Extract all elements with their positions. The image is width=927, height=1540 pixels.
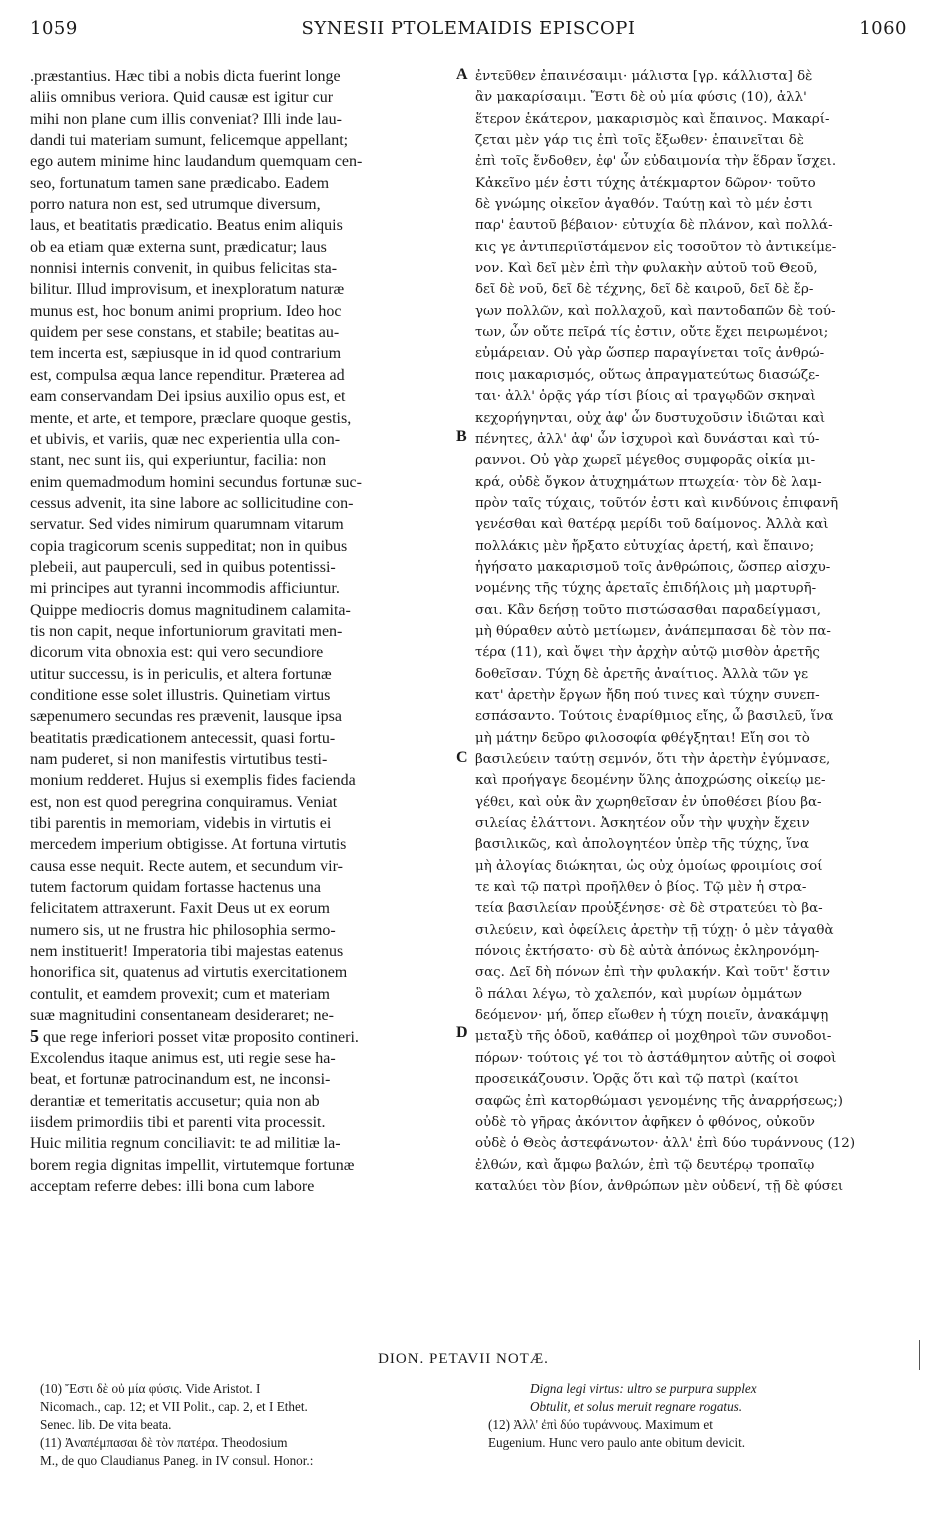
greek-text-line: ἐπὶ τοῖς ἔνδοθεν, ἐφ' ὧν εὐδαιμονία τὴν ἕδραν ἴσχει. [475,154,837,170]
greek-text-line: σαι. Κἂν δεήσῃ τοῦτο πιστώσασθαι παραδείγμασι, [475,602,822,618]
margin-marker-a: A [456,66,468,83]
greek-text-line: πρὸν ταῖς τύχαις, τοῦτόν ἐστι καὶ κινδύνοις ἐπιφανῆ [475,495,839,511]
greek-column [475,66,907,1197]
greek-text-line: μὴ μάτην δεῦρο φιλοσοφία φθέγξηται! Εἴη σοι τὸ [475,730,810,746]
margin-marker-b: B [456,428,467,445]
greek-text-line: τεία βασιλείαν προὐξένησε· σὲ δὲ στρατεύει τὸ βα- [475,901,823,917]
latin-text-line: dicorum vita obnoxia est: qui vero secundiore [30,644,324,662]
greek-text-line: γέθει, καὶ οὐκ ἂν χωρηθεῖσαν ἐν ὑποθέσει βίου βα- [475,794,822,810]
left-page-number: 1059 [30,18,78,39]
running-title: SYNESII PTOLEMAIDIS EPISCOPI [301,18,636,39]
greek-text-line: προσεικάζουσιν. Ὁρᾷς ὅτι καὶ τῷ πατρὶ (καίτοι [475,1072,799,1088]
latin-text-line: ego autem minime hinc laudandum quemquam cen- [30,153,363,171]
margin-marker-d: D [456,1024,468,1041]
greek-text-line: μεταξὺ τῆς ὁδοῦ, καθάπερ οἱ μοχθηροὶ τῶν συνοδοι- [475,1029,832,1045]
greek-text-line: παρ' ἑαυτοῦ βέβαιον· εὐτυχία δὲ πλάνον, καὶ πολλά- [475,218,833,234]
greek-text-line: νομένης τῆς τύχης ἀρεταῖς ἐπιδήλοις μὴ μαρτυρῆ- [475,581,817,597]
greek-text-line: νον. Καὶ δεῖ μὲν ἐπὶ τὴν φυλακὴν αὐτοῦ τοῦ Θεοῦ, [475,261,818,277]
latin-text-line: eam conservandam Dei ipsius auxilio opus est, et [30,388,346,406]
greek-text-line: μὴ ἀλογίας διώκηται, ὡς οὐχ ὁμοίως φροιμίοις σοί [475,858,823,874]
section-number: 5 [30,1026,39,1047]
latin-text-line: bilitur. Illud improvisum, et inexploratum naturæ [30,281,345,299]
margin-marker-c: C [456,749,468,766]
latin-text-line [30,1026,470,1047]
greek-text-line: ὃ πάλαι λέγω, τὸ χαλεπόν, καὶ μυρίων ὀμμάτων [475,986,803,1002]
latin-text-line: enim quemadmodum homini secundus fortunæ suc- [30,473,362,491]
latin-text-line: copia tragicorum scenis suppeditat; non in quibus [30,537,348,555]
margin-rule [919,1340,920,1370]
greek-text-line: ἐντεῦθεν ἐπαινέσαιμι· μάλιστα [γρ. κάλλιστα] δὲ [475,69,813,84]
latin-text-line: nam puderet, si non manifestis virtutibus testi- [30,751,328,768]
latin-text-line: porro natura non est, sed utrumque diversum, [30,196,321,214]
greek-text-line: τε καὶ τῷ πατρὶ προῆλθεν ὁ βίος. Τῷ μὲν ἡ στρα- [475,880,807,896]
latin-text-line: mercedem imperium obtigisse. At fortuna virtutis [30,836,347,854]
greek-text-line: ἡγήσατο μακαρισμοῦ τοῖς ἀνθρώποις, ὥσπερ αἰσχυ- [475,559,831,575]
latin-text-line: stant, nec sunt iis, qui experiuntur, facilia: non [30,452,327,470]
greek-text-line: κεχορήγηνται, οὐχ ἀφ' ὧν δυστυχοῦσιν ἰδιῶται καὶ [475,410,826,426]
greek-text-line: ἂν μακαρίσαιμι. Ἔστι δὲ οὐ μία φύσις (10), ἀλλ' [475,90,807,106]
greek-text-line: ἕτερον ἑκάτερον, μακαρισμὸς καὶ ἔπαινος. Μακαρί- [475,111,830,127]
latin-text-line: dandi tui materiam sumunt, felicemque appellant; [30,132,349,150]
latin-text-line: quidem per sese constans, et stabile; beatitas au- [30,324,340,342]
latin-text-line: Excolendus itaque animus est, uti regie sese ha- [30,1049,336,1067]
greek-text-line: εσπάσαντο. Τούτοις ἐναρίθμιος εἴης, ὦ βασιλεῦ, ἵνα [475,709,834,725]
note-line: (12) Ἀλλ' ἐπὶ δύο τυράννους. Maximum et [488,1417,713,1432]
greek-text-line: οὐδὲ τὸ γῆρας ἀκόνιτον ἀφῆκεν ὁ φθόνος, οὐκοῦν [475,1114,815,1130]
quoted-verse-line: Obtulit, et solus meruit regnare rogatus. [530,1399,743,1414]
latin-text-line: monium redderet. Hujus si exemplis fides facienda [30,772,356,790]
latin-text-line: Quippe mediocris domus magnitudinem calamita- [30,601,351,619]
latin-text-line: laus, et beatitatis prædicatio. Beatus enim aliquis [30,217,343,235]
greek-text-line: καταλύει τὸν βίον, ἀνθρώπων μὲν οὐδενί, τῇ δὲ φύσει [475,1178,844,1194]
latin-text-line: est, non est quod peregrina conquiramus. Veniat [30,793,338,811]
latin-text-line: nonnisi internis convenit, in quibus felicitas sta- [30,260,338,278]
note-line: Senec. lib. De vita beata. [40,1417,172,1432]
notes-left-column [40,1380,470,1470]
greek-text-line: ζεται μὲν γάρ τις ἐπὶ τοῖς ἔξωθεν· ἐπαινεῖται δὲ [475,133,804,149]
latin-text-line: contulit, et eamdem provexit; cum et materiam [30,985,330,1003]
right-page-number: 1060 [859,18,907,39]
latin-text-line: servatur. Sed vides nimirum quarumnam vitarum [30,516,344,534]
greek-text-line: βασιλεύειν ταύτῃ σεμνόν, ὅτι τὴν ἀρετὴν ἐγύμνασε, [475,752,831,767]
quoted-verse-line: Digna legi virtus: ultro se purpura supplex [530,1381,757,1396]
greek-text-line: σιλεύειν, καὶ ὀφείλεις ἀρετὴν τῇ τύχῃ· ὁ μὲν τἀγαθὰ [475,922,834,938]
greek-text-line: ποις μακαρισμός, οὕτως ἀπραγματεύτως διασώζε- [475,367,820,383]
page-header [30,6,907,46]
greek-text-line: σας. Δεῖ δὴ πόνων ἐπὶ τὴν φυλακήν. Καὶ τοῦτ' ἔστιν [475,965,831,981]
greek-text-line: ται· ἀλλ' ὁρᾷς γάρ τίσι βίοις αἱ τραγῳδῶν σκηναὶ [475,389,816,405]
greek-text-line: σαφῶς ἐπὶ κατορθώμασι γενομένης τῆς ἀναρρήσεως;) [475,1093,843,1109]
latin-text-line: mihi non plane cum illis conveniat? Illi inde lau- [30,110,342,128]
latin-text-line: tutem factorum quidam fortasse hactenus una [30,879,322,897]
greek-text-line: οὐδὲ ὁ Θεὸς ἀστεφάνωτον· ἀλλ' ἐπὶ δύο τυράννους (12) [475,1136,856,1152]
latin-text-line: nem instituerit! Imperatoria tibi majestas eatenus [30,943,344,961]
latin-text-line: beat, et fortunæ patrocinandum est, ne inconsi- [30,1071,331,1089]
greek-text-line: πένητες, ἀλλ' ἀφ' ὧν ἰσχυροὶ καὶ δυνάσται καὶ τύ- [475,431,820,447]
greek-text-line: σιλείας ἐλάττονι. Ἀσκητέον οὖν τὴν ψυχὴν ἔχειν [475,816,810,832]
latin-text-line: causa esse nequit. Recte autem, et secundum vir- [30,857,343,875]
latin-text-line: tibi parentis in memoriam, videbis in virtutis ei [30,815,332,833]
latin-text-line: cessus advenit, ita sine labore ac sollicitudine con- [30,494,354,512]
greek-text-line: βασιλικῶς, καὶ ἀπολογητέον ὑπὲρ τῆς τύχης, ἵνα [475,837,809,853]
latin-text-line: mi principes aut tyranni incommodis afficiuntur. [30,580,340,598]
greek-text-line: τέρα (11), καὶ ὄψει τὴν ἀρχὴν αὐτῷ μισθὸν ἀρετῆς [475,645,820,661]
latin-text-line: numero sis, ut ne frustra hic philosophia sermo- [30,921,336,939]
latin-text-line: sæpenumero secundas res prævenit, lausque ipsa [30,708,342,726]
latin-text-line: tis non capit, neque infortuniorum gravitati men- [30,622,343,640]
note-line: (11) Ἀναπέμπασαι δὲ τὸν πατέρα. Theodosium [40,1435,288,1450]
greek-text-line: μὴ θύραθεν αὐτὸ μετίωμεν, ἀνάπεμπασαι δὲ τὸν πα- [475,623,831,639]
latin-text-line: plebeii, aut pauperculi, sed in quibus potentissi- [30,558,336,576]
latin-text-line: munus est, hoc bonum animi proprium. Ideo hoc [30,302,342,320]
latin-text-line: mente, et arte, et tempore, præclare quoque gestis, [30,409,352,427]
latin-text-line: felicitatem attraxerunt. Faxit Deus ut ex eorum [30,900,330,918]
latin-text-line: beatitatis prædicationem antecessit, quasi fortu- [30,729,336,747]
greek-text-line: γων πολλῶν, καὶ πολλαχοῦ, καὶ παντοδαπῶν δὲ τού- [475,303,836,319]
greek-text-line: δοθεῖσαν. Τύχη δὲ ἀρετῆς ἀναίτιος. Ἀλλὰ τῶν γε [475,666,809,682]
greek-text-line: των, ὧν οὔτε πεῖρά τίς ἐστιν, οὔτε ἔχει πειρωμένοι; [475,325,829,341]
latin-text-line: derantiæ et temeritatis accusetur; quia non ab [30,1092,320,1110]
latin-text-line: iisdem primordiis tibi et parenti vita processit. [30,1113,326,1131]
notes-title: DION. PETAVII NOTÆ. [378,1351,549,1367]
note-line: Eugenium. Hunc vero paulo ante obitum devicit. [488,1435,746,1450]
note-line: (10) Ἔστι δὲ οὐ μία φύσις. Vide Aristot. I [40,1381,261,1396]
greek-text-line: καὶ προήγαγε δεομένην ὕλης ἀποχρώσης οἰκείῳ με- [475,773,826,789]
greek-text-line: ἐλθών, καὶ ἄμφω βαλών, ἐπὶ τῷ δευτέρῳ τροπαῖῳ [475,1157,815,1173]
greek-text-line: δεόμενον· μή, ὅπερ εἴωθεν ἡ τύχη ποιεῖν, ἀνακάμψῃ [475,1008,829,1024]
latin-text-line: conditione esse solet illustris. Quinetiam virtus [30,686,331,704]
greek-text-line: γενέσθαι καὶ θατέρᾳ μερίδι τοῦ δαίμονος. Ἀλλὰ καὶ [475,517,829,533]
note-line: M., de quo Claudianus Paneg. in IV consul. Honor.: [40,1453,314,1468]
greek-text-line: δὲ γνώμης οἰκεῖον ἀγαθόν. Ταύτῃ καὶ τὸ μέν ἐστι [475,197,813,213]
latin-text-line: suæ magnitudini consentaneam desideraret; ne- [30,1007,334,1025]
greek-text-line: δεῖ δὲ νοῦ, δεῖ δὲ τέχνης, δεῖ δὲ καιροῦ, δεῖ δὲ ἔρ- [475,282,814,298]
greek-text-line: Κἀκεῖνο μέν ἐστι τύχης ἀτέκμαρτον δῶρον· τοῦτο [475,175,816,191]
latin-text-span: que rege inferiori posset vitæ proposito contineri. [43,1029,359,1047]
latin-text-line: ob ea etiam quæ externa sunt, prædicatur; laus [30,238,327,256]
greek-text-line: ραννοι. Οὐ γὰρ χωρεῖ μέγεθος συμφορᾶς οἰκία μι- [475,453,816,469]
greek-text-line: κατ' ἀρετὴν ἔργων ἤδη πού τινες καὶ τύχην συνεπ- [475,687,820,703]
latin-text-line: est, compulsa æqua lance rependitur. Præterea ad [30,366,345,384]
latin-text-line: honorifica sit, quatenus ad virtutis exercitationem [30,964,348,982]
greek-text-line: πόνοις ἐκτήσατο· σὺ δὲ αὐτὰ ἀπόνως ἐκληρονόμη- [475,944,820,960]
latin-text-line: borem regia dignitas impellit, virtutemque fortunæ [30,1156,355,1174]
latin-text-line: acceptam referre debes: illi bona cum labore [30,1177,315,1195]
greek-text-line: εὐμάρειαν. Οὐ γὰρ ὥσπερ παραγίνεται τοῖς ἀνθρώ- [475,346,825,362]
latin-text-line: utitur successu, is in periculis, et altera fortunæ [30,665,332,683]
latin-text-line: tem incerta est, sæpiusque in id quod contrarium [30,345,342,363]
note-line: Nicomach., cap. 12; et VII Polit., cap. 2, et I Ethet. [40,1399,308,1414]
greek-text-line: πολλάκις μὲν ἤρξατο εὐτυχίας ἀρετή, καὶ ἔπαινο; [475,538,815,554]
greek-text-line: κις γε ἀντιπεριϊστάμενον εἰς τοσοῦτον τὸ ἀντικείμε- [475,239,837,255]
greek-text-line: κρά, οὐδὲ ὄγκον ἀτυχημάτων πτωχεία· τὸν δὲ λαμ- [475,474,822,490]
latin-text-line: aliis omnibus veriora. Quid causæ est igitur cur [30,89,334,107]
latin-text-line: Huic militia regnum conciliavit: te ad militiæ la- [30,1135,341,1153]
latin-text-line: .præstantius. Hæc tibi a nobis dicta fuerint longe [30,68,341,85]
greek-text-line: πόρων· τούτοις γέ τοι τὸ ἀστάθμητον αὐτῆς οἱ σοφοὶ [475,1050,837,1066]
notes-right-column [488,1380,913,1452]
latin-text-line: seo, fortunatum tamen sane prædicabo. Eadem [30,174,330,192]
latin-column [30,66,470,1197]
latin-text-line: et ubivis, et variis, quæ nec experientia ulla con- [30,430,341,448]
